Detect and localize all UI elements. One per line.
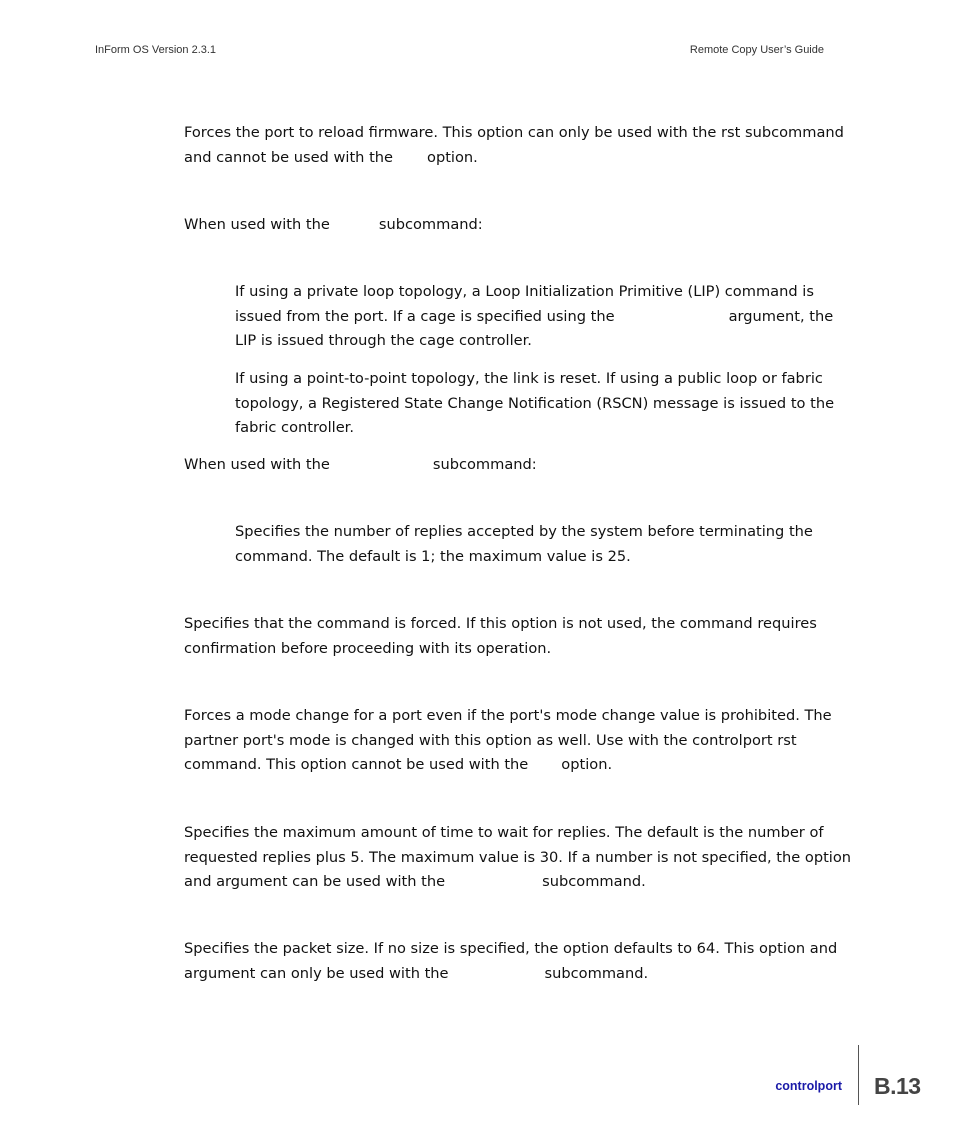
text-line: command. The default is 1; the maximum value is 25. xyxy=(235,547,631,565)
text-fragment: and cannot be used with the xyxy=(184,148,394,166)
page-number: B.13 xyxy=(874,1073,921,1099)
text-fragment: argument, the xyxy=(728,307,834,325)
text-fragment: subcommand: xyxy=(432,456,537,473)
text-line: Specifies that the command is forced. If this option is not used, the command requires xyxy=(184,615,817,632)
text-line: confirmation before proceeding with its operation. xyxy=(184,639,552,657)
footer-divider xyxy=(858,1045,859,1105)
text-line: fabric controller. xyxy=(235,419,354,437)
text-line: Forces the port to reload firmware. This option can only be used with the rst subcommand xyxy=(184,124,844,141)
paragraph-when-used-2 xyxy=(184,453,874,478)
text-line: LIP is issued through the cage controller. xyxy=(235,332,532,350)
text-fragment: When used with the xyxy=(184,456,330,473)
paragraph-packet-size xyxy=(184,937,874,986)
paragraph-max-wait-time xyxy=(184,821,874,895)
text-fragment: command. This option cannot be used with the xyxy=(184,756,529,774)
text-fragment: subcommand. xyxy=(544,964,649,982)
text-fragment: argument can only be used with the xyxy=(184,964,449,982)
paragraph-command-forced xyxy=(184,612,874,661)
running-header-left: InForm OS Version 2.3.1 xyxy=(95,44,217,56)
paragraph-point-to-point xyxy=(235,367,875,441)
text-line: Specifies the number of replies accepted by the system before terminating the xyxy=(235,523,813,540)
paragraph-reload-firmware xyxy=(184,121,874,170)
paragraph-number-of-replies xyxy=(235,520,875,569)
text-fragment: option. xyxy=(561,756,613,774)
text-fragment: subcommand. xyxy=(542,873,646,891)
text-line: Specifies the maximum amount of time to wait for replies. The default is the number of xyxy=(184,824,824,841)
text-fragment: option. xyxy=(427,148,478,166)
text-fragment: and argument can be used with the xyxy=(184,873,446,891)
paragraph-mode-change xyxy=(184,704,874,778)
running-header-right: Remote Copy User’s Guide xyxy=(689,44,824,56)
text-fragment: When used with the xyxy=(184,216,330,233)
paragraph-private-loop xyxy=(235,280,875,354)
paragraph-when-used-1 xyxy=(184,213,874,238)
text-line: If using a private loop topology, a Loop Initialization Primitive (LIP) command is xyxy=(235,283,814,300)
text-line: Forces a mode change for a port even if the port's mode change value is prohibited. The xyxy=(184,707,832,724)
text-fragment: issued from the port. If a cage is specified using the xyxy=(235,307,615,325)
text-line: If using a point-to-point topology, the link is reset. If using a public loop or fabric xyxy=(235,370,823,387)
text-line: partner port's mode is changed with this option as well. Use with the controlport rst xyxy=(184,731,797,749)
text-fragment: subcommand: xyxy=(378,216,483,233)
text-line: topology, a Registered State Change Notification (RSCN) message is issued to the xyxy=(235,394,835,412)
footer-section-label: controlport xyxy=(775,1079,842,1093)
text-line: Specifies the packet size. If no size is specified, the option defaults to 64. This option and xyxy=(184,940,838,957)
text-line: requested replies plus 5. The maximum value is 30. If a number is not specified, the option xyxy=(184,848,852,866)
